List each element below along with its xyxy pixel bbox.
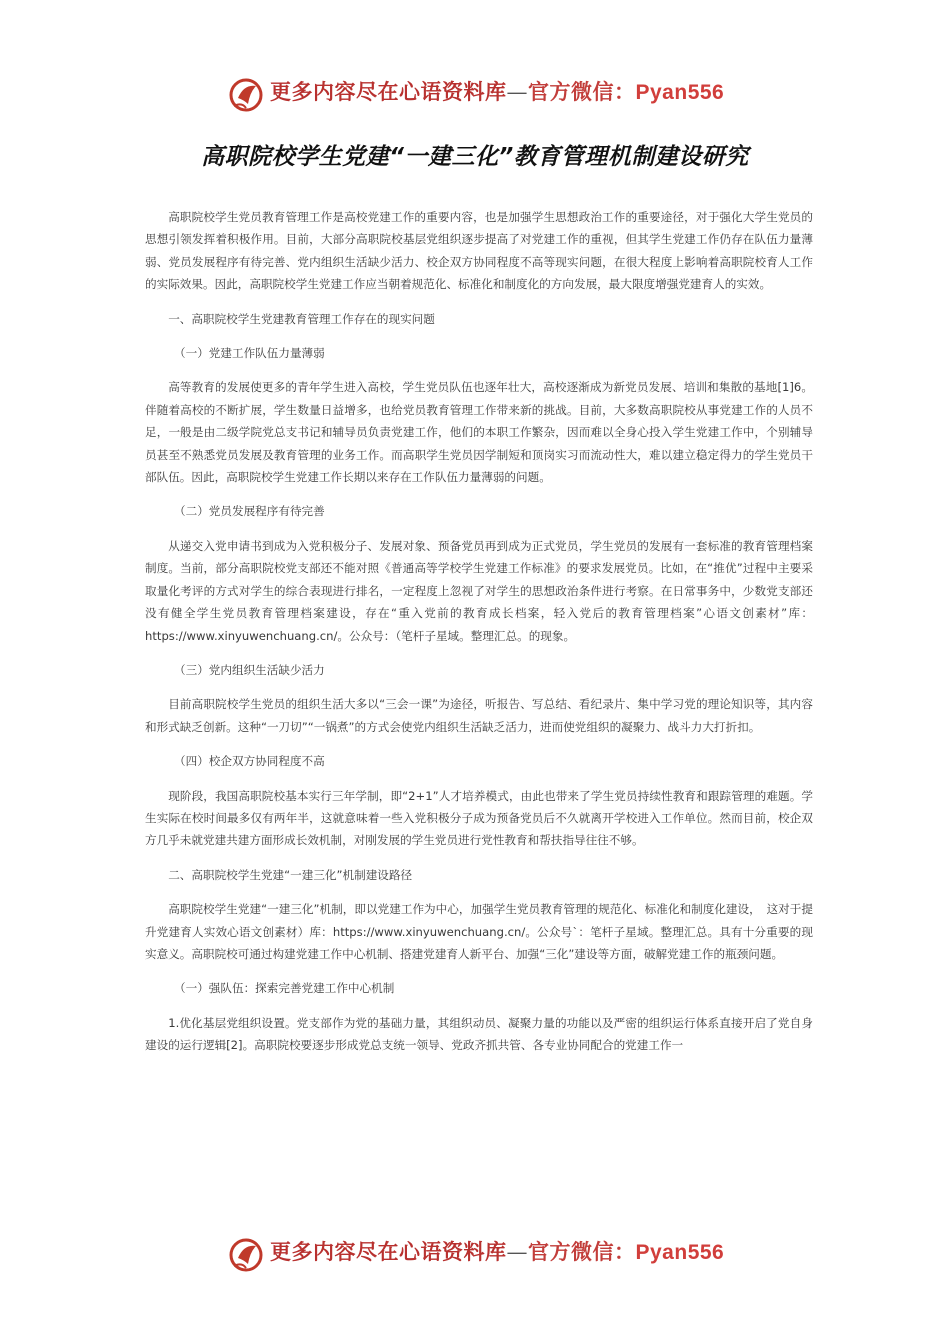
bottom-banner — [0, 1228, 950, 1278]
top-banner — [0, 68, 950, 118]
banner-brand: 更多内容尽在心语资料库 — [270, 79, 507, 104]
banner-dash: — — [506, 80, 528, 104]
banner-text — [270, 1236, 724, 1266]
banner-label: 官方微信： — [528, 1239, 636, 1264]
subsection-heading: （一）党建工作队伍力量薄弱 — [174, 346, 325, 361]
paragraph: 目前高职院校学生党员的组织生活大多以“三会一课”为途径，听报告、写总结、看纪录片、集中学习党的理论知识等，其内容和形式缺乏创新。这种“一刀切”“一锅煮”的方式会使党内组织生活缺乏活力，进而使党组织的凝聚力、战斗力大打折扣。 — [145, 697, 813, 734]
document-title: 高职院校学生党建“一建三化”教育管理机制建设研究 — [201, 144, 749, 170]
paragraph: 高职院校学生党员教育管理工作是高校党建工作的重要内容，也是加强学生思想政治工作的重要途径，对于强化大学生党员的思想引领发挥着积极作用。目前，大部分高职院校基层党组织逐步提高了对党建工作的重视，但其学生党建工作仍存在队伍力量薄弱、党员发展程序有待完善、党内组织生活缺少活力、校企双方协同程度不高等现实问题，在很大程度上影响着高职院校育人工作的实际效果。因此，高职院校学生党建工作应当朝着规范化、标准化和制度化的方向发展，最大限度增强党建育人的实效。 — [145, 210, 813, 292]
paragraph: 高等教育的发展使更多的青年学生进入高校，学生党员队伍也逐年壮大，高校逐渐成为新党员发展、培训和集散的基地[1]6。伴随着高校的不断扩展，学生数量日益增多，也给党员教育管理工作带来新的挑战。目前，大多数高职院校从事党建工作的人员不足，一般是由二级学院党总支书记和辅导员负责党建工作，他们的本职工作繁杂，因而难以全身心投入学生党建工作中，个别辅导员甚至不熟悉党员发展及教育管理的业务工作。而高职学生党员因学制短和顶岗实习而流动性大，难以建立稳定得力的学生党员干部队伍。因此，高职院校学生党建工作长期以来存在工作队伍力量薄弱的问题。 — [145, 380, 813, 485]
paragraph: 高职院校学生党建“一建三化”机制，即以党建工作为中心，加强学生党员教育管理的规范化、标准化和制度化建设， 这对于提升党建育人实效心语文创素材）库：https://www.xinyuwenchuang.cn/。公众号`：笔杆子星域。整理汇总。具有十分重要的现实意义。高职院校可通过构建党建工作中心机制、搭建党建育人新平台、加强“三化”建设等方面，破解党建工作的瓶颈问题。 — [145, 902, 813, 961]
banner-brand: 更多内容尽在心语资料库 — [270, 1239, 507, 1264]
subsection-heading: （三）党内组织生活缺少活力 — [174, 662, 325, 677]
section-heading: 一、高职院校学生党建教育管理工作存在的现实问题 — [168, 311, 435, 326]
document-body — [145, 206, 813, 1069]
banner-label: 官方微信： — [528, 79, 636, 104]
paragraph: 现阶段，我国高职院校基本实行三年学制，即“2+1”人才培养模式，由此也带来了学生党员持续性教育和跟踪管理的难题。学生实际在校时间最多仅有两年半，这就意味着一些入党积极分子成为预备党员后不久就离开学校进入工作单位。然而目前，校企双方几乎未就党建共建方面形成长效机制，对刚发展的学生党员进行党性教育和帮扶指导往往不够。 — [145, 788, 813, 848]
brand-logo-icon — [226, 1234, 266, 1274]
subsection-heading: （二）党员发展程序有待完善 — [174, 504, 325, 519]
banner-wechat-id: Pyan556 — [635, 81, 725, 104]
banner-dash: — — [506, 1240, 528, 1264]
brand-logo-icon — [226, 74, 266, 114]
paragraph: 从递交入党申请书到成为入党积极分子、发展对象、预备党员再到成为正式党员，学生党员的发展有一套标准的教育管理档案制度。当前，部分高职院校党支部还不能对照《普通高等学校学生党建工作标准》的要求发展党员。比如，在“推优”过程中主要采取量化考评的方式对学生的综合表现进行排名，一定程度上忽视了对学生的思想政治条件进行考察。在日常事务中，少数党支部还没有健全学生党员教育管理档案建设，存在“重入党前的教育成长档案，轻入党后的教育管理档案”心语文创素材”库：https://www.xinyuwenchuang.cn/。公众号：（笔杆子星域。整理汇总。的现象。 — [145, 538, 813, 643]
banner-text — [270, 76, 724, 106]
banner-wechat-id: Pyan556 — [635, 1241, 725, 1264]
subsection-heading: （一）强队伍：探索完善党建工作中心机制 — [174, 981, 395, 996]
subsection-heading: （四）校企双方协同程度不高 — [174, 754, 325, 769]
section-heading: 二、高职院校学生党建“一建三化”机制建设路径 — [168, 867, 413, 882]
paragraph: 1.优化基层党组织设置。党支部作为党的基础力量，其组织动员、凝聚力量的功能以及严密的组织运行体系直接开启了党自身建设的运行逻辑[2]。高职院校要逐步形成党总支统一领导、党政齐抓共管、各专业协同配合的党建工作一 — [145, 1015, 813, 1053]
